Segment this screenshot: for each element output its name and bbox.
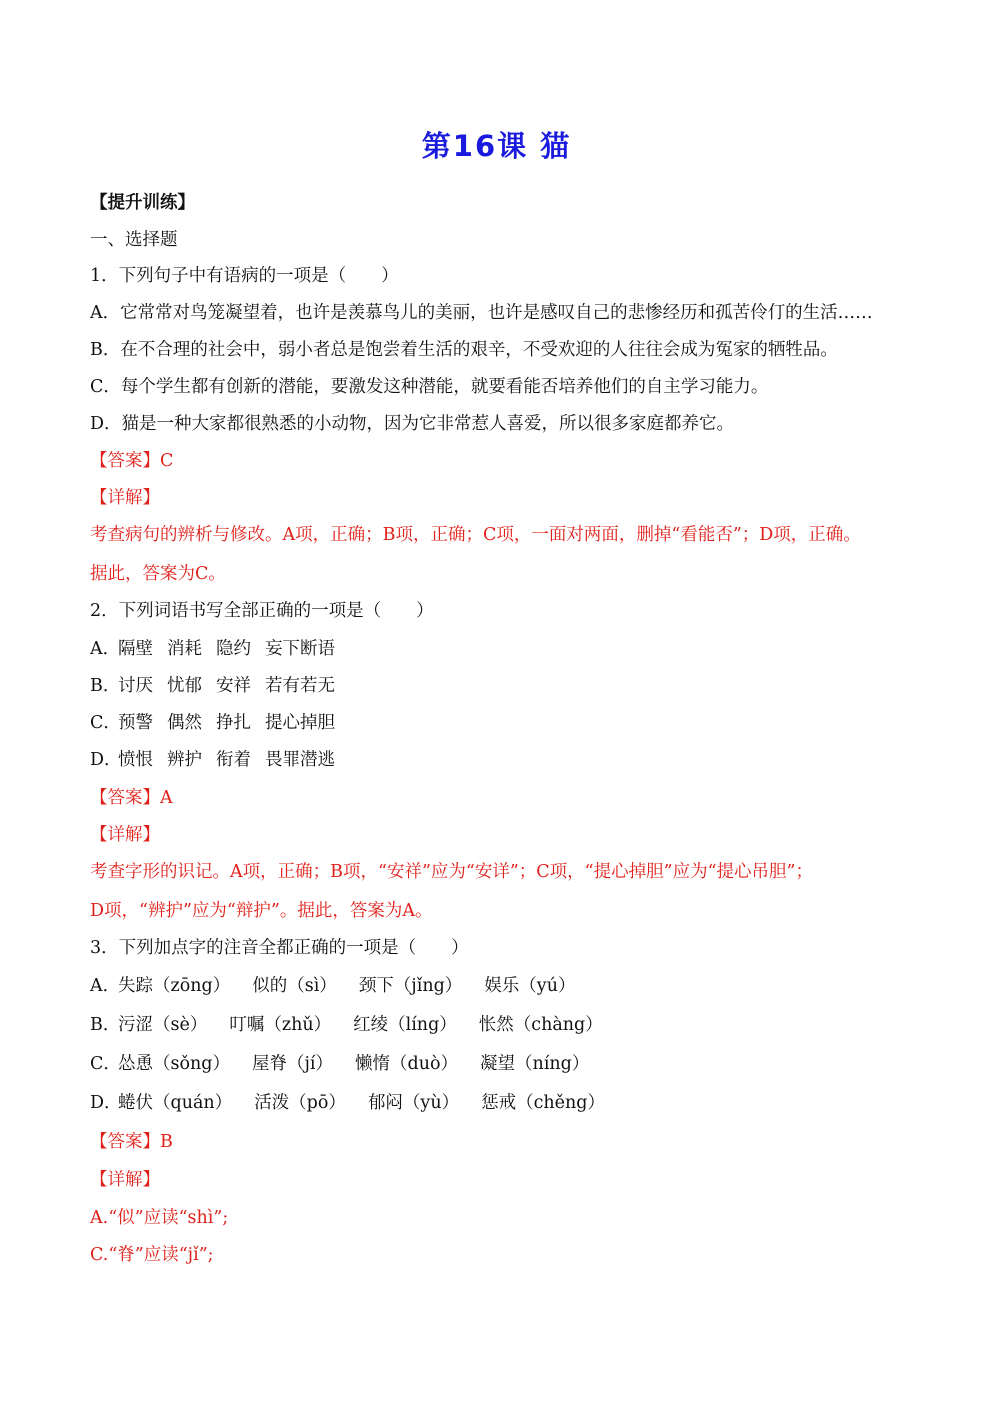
answer-value: B <box>160 1132 173 1152</box>
q3-option-b <box>90 1013 625 1037</box>
option-label: A． <box>90 976 121 996</box>
answer-value: C <box>160 451 174 471</box>
option-label: B． <box>90 1015 121 1035</box>
option-label: C． <box>90 377 121 397</box>
section-tag: 【提升训练】 <box>90 193 195 213</box>
q2-detail-label: 【详解】 <box>90 825 160 845</box>
q2-option-b <box>90 674 349 698</box>
q2-explanation-line: D项，“辨护”应为“辩护”。据此，答案为A。 <box>90 901 433 921</box>
pinyin-item: 惩戒（chěng） <box>481 1093 606 1113</box>
option-label: B． <box>90 340 121 360</box>
q1-detail-label: 【详解】 <box>90 488 160 508</box>
pinyin-item: 叮嘱（zhǔ） <box>229 1015 332 1035</box>
q2-stem: 2．下列词语书写全部正确的一项是（ ） <box>90 601 434 621</box>
pinyin-item: 红绫（líng） <box>353 1015 457 1035</box>
word: 忧郁 <box>167 676 202 696</box>
q1-option-a <box>90 301 873 325</box>
option-text: 每个学生都有创新的潜能，要激发这种潜能，就要看能否培养他们的自主学习能力。 <box>120 377 769 397</box>
q3-explanation-line: C.“脊”应读“jǐ”; <box>90 1245 214 1265</box>
word: 提心掉胆 <box>265 713 335 733</box>
word: 挣扎 <box>216 713 251 733</box>
option-label: D． <box>90 750 122 770</box>
q2-option-d <box>90 748 349 772</box>
word: 消耗 <box>167 639 202 659</box>
q2-answer <box>90 786 173 810</box>
option-text: 它常常对鸟笼凝望着，也许是羡慕鸟儿的美丽，也许是感叹自己的悲惨经历和孤苦伶仃的生活…… <box>120 303 873 323</box>
pinyin-item: 郁闷（yù） <box>367 1093 460 1113</box>
q2-explanation-line: 考查字形的识记。A项，正确；B项，“安祥”应为“安详”；C项，“提心掉胆”应为“提心吊胆”； <box>90 862 813 882</box>
q3-explanation-line: A.“似”应读“shì”; <box>90 1208 229 1228</box>
word: 隔壁 <box>118 639 153 659</box>
pinyin-item: 怂恿（sǒng） <box>118 1054 230 1074</box>
q1-answer <box>90 449 173 473</box>
q3-option-c <box>90 1052 611 1076</box>
pinyin-item: 娱乐（yú） <box>484 976 576 996</box>
word: 若有若无 <box>265 676 335 696</box>
option-label: B． <box>90 676 121 696</box>
answer-label: 【答案】 <box>90 1132 160 1152</box>
q3-stem: 3．下列加点字的注音全都正确的一项是（ ） <box>90 938 469 958</box>
pinyin-item: 怅然（chàng） <box>478 1015 603 1035</box>
word: 衔着 <box>216 750 251 770</box>
pinyin-item: 颈下（jǐng） <box>358 976 463 996</box>
answer-label: 【答案】 <box>90 451 160 471</box>
pinyin-item: 凝望（níng） <box>480 1054 590 1074</box>
option-text: 在不合理的社会中，弱小者总是饱尝着生活的艰辛，不受欢迎的人往往会成为冤家的牺牲品。 <box>120 340 838 360</box>
q1-option-d <box>90 412 734 436</box>
q1-option-b <box>90 338 838 362</box>
option-label: A． <box>90 303 121 323</box>
pinyin-item: 蜷伏（quán） <box>118 1093 233 1113</box>
page-title: 第16课 猫 <box>421 129 572 163</box>
pinyin-item: 似的（sì） <box>252 976 337 996</box>
q3-detail-label: 【详解】 <box>90 1170 160 1190</box>
word: 妄下断语 <box>265 639 335 659</box>
option-label: D． <box>90 414 122 434</box>
q3-answer <box>90 1130 173 1154</box>
pinyin-item: 污涩（sè） <box>118 1015 208 1035</box>
word: 畏罪潜逃 <box>265 750 335 770</box>
option-label: A． <box>90 639 121 659</box>
word: 预警 <box>118 713 153 733</box>
word: 安祥 <box>216 676 251 696</box>
option-label: D． <box>90 1093 122 1113</box>
option-label: C． <box>90 1054 121 1074</box>
pinyin-item: 活泼（pō） <box>254 1093 346 1113</box>
word: 愤恨 <box>118 750 153 770</box>
q1-stem: 1．下列句子中有语病的一项是（ ） <box>90 266 399 286</box>
q1-explanation-line: 考查病句的辨析与修改。A项，正确；B项，正确；C项，一面对两面，删掉“看能否”；D项，正确。 <box>90 525 861 545</box>
q3-option-a <box>90 974 597 998</box>
word: 隐约 <box>216 639 251 659</box>
pinyin-item: 屋脊（jí） <box>252 1054 334 1074</box>
pinyin-item: 失踪（zōng） <box>118 976 231 996</box>
section-heading: 一、选择题 <box>90 230 178 250</box>
q2-option-c <box>90 711 349 735</box>
word: 讨厌 <box>118 676 153 696</box>
q1-explanation-line: 据此，答案为C。 <box>90 564 226 584</box>
q3-option-d <box>90 1091 627 1115</box>
option-label: C． <box>90 713 121 733</box>
q2-option-a <box>90 637 349 661</box>
option-text: 猫是一种大家都很熟悉的小动物，因为它非常惹人喜爱，所以很多家庭都养它。 <box>121 414 735 434</box>
word: 辨护 <box>167 750 202 770</box>
answer-value: A <box>160 788 173 808</box>
pinyin-item: 懒惰（duò） <box>355 1054 459 1074</box>
answer-label: 【答案】 <box>90 788 160 808</box>
word: 偶然 <box>167 713 202 733</box>
q1-option-c <box>90 375 768 399</box>
